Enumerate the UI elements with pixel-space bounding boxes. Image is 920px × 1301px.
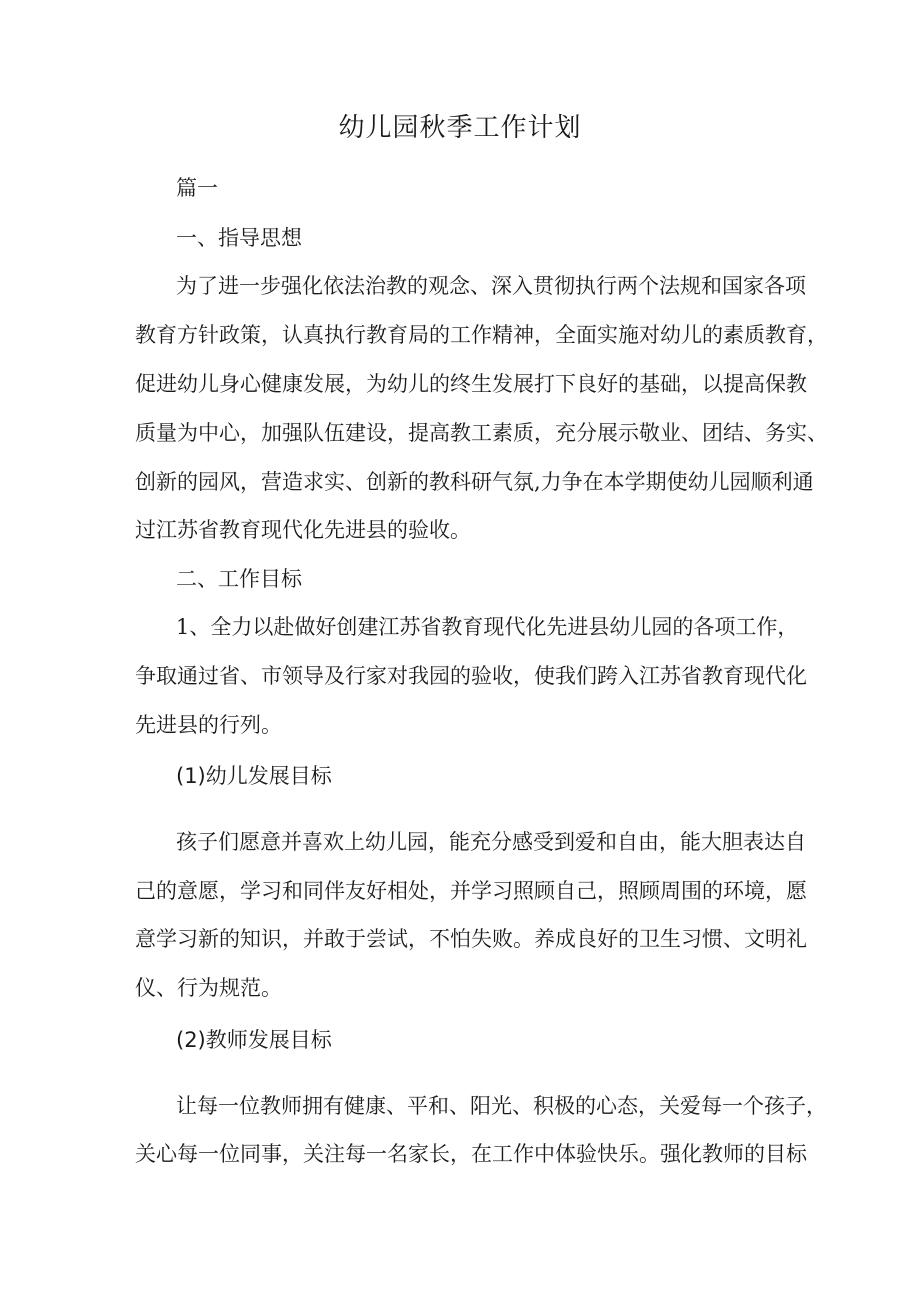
paragraph-line: 仪、行为规范。	[135, 976, 282, 1000]
subheading-teacher-development: (2)教师发展目标	[176, 1028, 332, 1052]
paragraph-line: 1、全力以赴做好创建江苏省教育现代化先进县幼儿园的各项工作，	[176, 615, 799, 639]
paragraph-line: 教育方针政策，认真执行教育局的工作精神，全面实施对幼儿的素质教育，	[135, 323, 828, 347]
paragraph-line: 创新的园风，营造求实、创新的教科研气氛,力争在本学期使幼儿园顺利通	[135, 470, 814, 494]
paragraph-line: 关心每一位同事，关注每一名家长，在工作中体验快乐。强化教师的目标	[135, 1142, 807, 1166]
section-label: 篇一	[176, 176, 218, 200]
paragraph-line: 促进幼儿身心健康发展，为幼儿的终生发展打下良好的基础，以提高保教	[135, 372, 807, 396]
paragraph-line: 过江苏省教育现代化先进县的验收。	[135, 518, 471, 542]
paragraph-line: 质量为中心，加强队伍建设，提高教工素质，充分展示敬业、团结、务实、	[135, 421, 828, 445]
subheading-child-development: (1)幼儿发展目标	[176, 764, 332, 788]
paragraph-line: 己的意愿，学习和同伴友好相处，并学习照顾自己，照顾周围的环境，愿	[135, 879, 807, 903]
heading-guiding-ideology: 一、指导思想	[176, 226, 302, 250]
paragraph-line: 为了进一步强化依法治教的观念、深入贯彻执行两个法规和国家各项	[176, 274, 806, 298]
heading-work-goals: 二、工作目标	[176, 567, 302, 591]
document-title: 幼儿园秋季工作计划	[338, 113, 582, 143]
paragraph-line: 先进县的行列。	[135, 713, 282, 737]
paragraph-line: 意学习新的知识，并敢于尝试，不怕失败。养成良好的卫生习惯、文明礼	[135, 927, 807, 951]
paragraph-line: 争取通过省、市领导及行家对我园的验收，使我们跨入江苏省教育现代化	[135, 664, 807, 688]
paragraph-line: 让每一位教师拥有健康、平和、阳光、积极的心态，关爱每一个孩子，	[176, 1094, 827, 1118]
paragraph-line: 孩子们愿意并喜欢上幼儿园，能充分感受到爱和自由，能大胆表达自	[176, 830, 806, 854]
